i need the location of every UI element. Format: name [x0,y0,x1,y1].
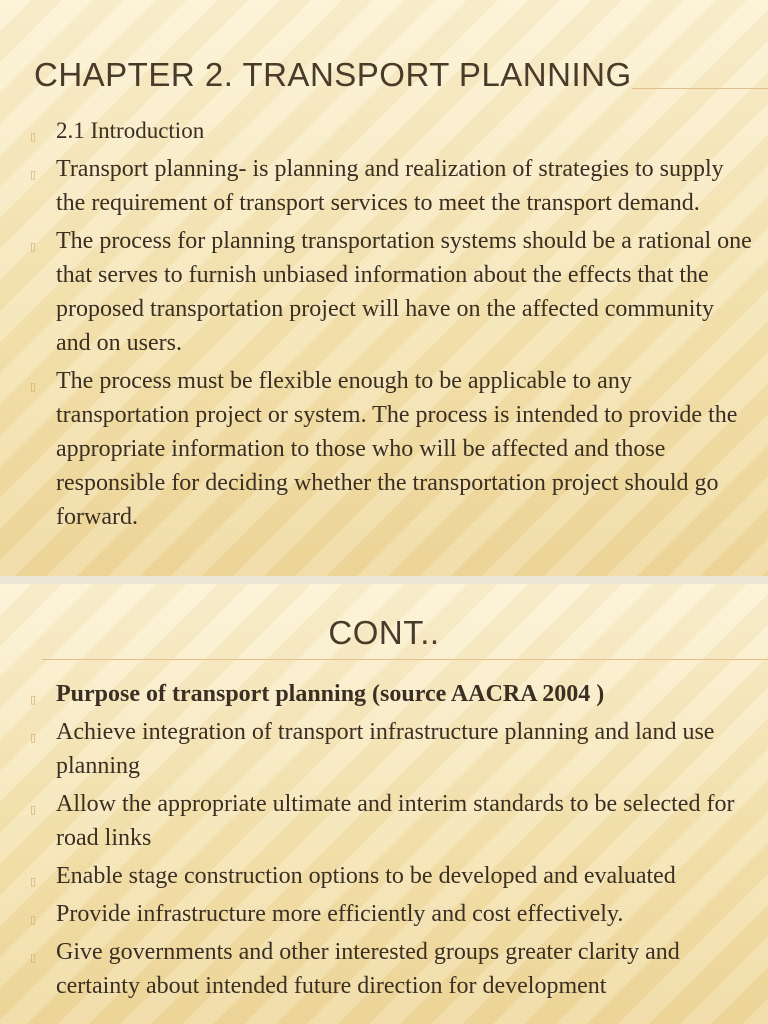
bullet-item [0,152,768,220]
bullet-text: 2.1 Introduction [56,118,205,143]
bullet-text: Enable stage construction options to be developed and evaluated [56,863,676,889]
bullet-list [0,677,768,1007]
bullet-text: Allow the appropriate ultimate and interim standards to be selected for road links [56,791,735,851]
bullet-marker-icon: ▯ [30,731,37,744]
bullet-text: Transport planning- is planning and realization of strategies to supply the requirement of transport services to meet the transport demand. [56,156,724,216]
bullet-marker-icon: ▯ [30,240,37,253]
title-rule [42,659,768,660]
bullet-item [0,224,768,360]
bullet-text: Give governments and other interested groups greater clarity and certainty about intended future direction for development [56,939,680,999]
bullet-list [0,114,768,538]
slide-title: CONT.. [328,614,440,651]
title-rule [632,88,768,89]
bullet-item [0,897,768,931]
bullet-text: Purpose of transport planning (source AACRA 2004 ) [56,681,605,707]
bullet-item [0,935,768,1003]
bullet-text: Achieve integration of transport infrastructure planning and land use planning [56,719,715,779]
bullet-text: The process must be flexible enough to be applicable to any transportation project or system. The process is intended to provide the appropriate information to those who will be affected and those responsible for deciding whether the transportation project should go forward. [56,368,738,530]
bullet-item [0,859,768,893]
slide-separator [0,576,768,584]
bullet-marker-icon: ▯ [30,168,37,181]
bullet-marker-icon: ▯ [30,693,37,706]
bullet-item [0,677,768,711]
bullet-marker-icon: ▯ [30,913,37,926]
bullet-item [0,364,768,534]
bullet-marker-icon: ▯ [30,875,37,888]
bullet-item [0,787,768,855]
bullet-marker-icon: ▯ [30,130,37,143]
bullet-text: The process for planning transportation systems should be a rational one that serves to furnish unbiased information about the effects that the proposed transportation project will have on the affected community and on users. [56,228,752,356]
bullet-marker-icon: ▯ [30,951,37,964]
bullet-marker-icon: ▯ [30,380,37,393]
slide-title: CHAPTER 2. TRANSPORT PLANNING [34,56,632,93]
slide-2 [0,584,768,1024]
bullet-item [0,715,768,783]
bullet-marker-icon: ▯ [30,803,37,816]
bullet-item [0,114,768,148]
bullet-text: Provide infrastructure more efficiently and cost effectively. [56,901,624,927]
